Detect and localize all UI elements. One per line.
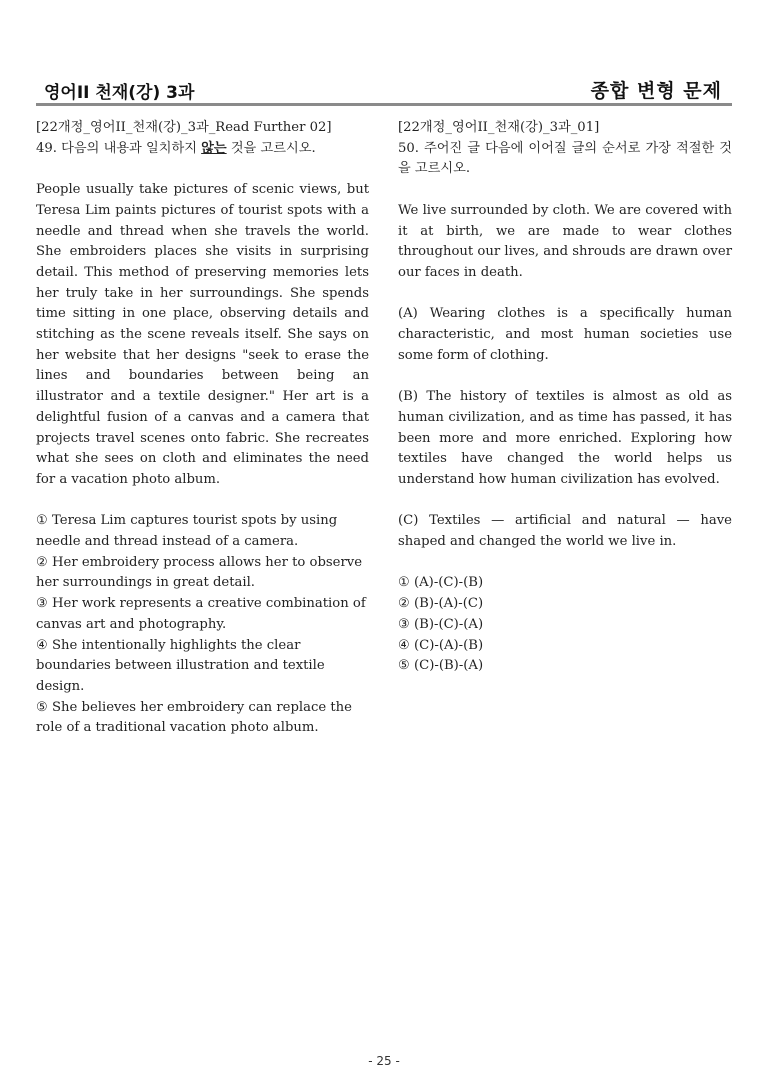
q49-passage: People usually take pictures of scenic views, but Teresa Lim paints pictures of tourist spots with a needle and thread when she travels the world. She embroiders places she visits in surprising detail. This method of preserving memories lets her truly take in her surroundings. She spends time sitting in one place, observing details and stitching as the scene reveals itself. She says on her website that her designs "seek to erase the lines and boundaries between being an illustrator and a textile designer." Her art is a delightful fusion of a canvas and a camera that projects travel scenes onto fabric. She recreates what she sees on cloth and eliminates the need for a vacation photo album.	[36, 182, 369, 487]
spacer	[398, 180, 732, 201]
q50-choice-1: ① (A)-(C)-(B)	[398, 575, 484, 591]
q50-paragraph-c: (C) Textiles — artificial and natural — have shaped and changed the world we live in.	[398, 513, 732, 549]
q49-choice-5: ⑤ She believes her embroidery can replace the role of a traditional vacation photo album.	[36, 699, 352, 736]
header-divider	[36, 103, 732, 106]
q49-question	[36, 139, 369, 160]
q49-question-negation: 않는	[201, 140, 227, 156]
spacer	[398, 366, 732, 387]
q50-paragraph-a: (A) Wearing clothes is a specifically human characteristic, and most human societies use some form of clothing.	[398, 306, 732, 363]
q49-choice-3: ③ Her work represents a creative combination of canvas art and photography.	[36, 596, 366, 632]
q50-choice-5: ⑤ (C)-(B)-(A)	[398, 658, 484, 674]
spacer	[36, 159, 369, 180]
q50-source: [22개정_영어II_천재(강)_3과_01]	[398, 120, 600, 135]
spacer	[398, 284, 732, 305]
q50-choice-4: ④ (C)-(A)-(B)	[398, 637, 484, 653]
header-section-title: 종합 변형 문제	[590, 80, 722, 102]
header-textbook-title: 영어II 천재(강) 3과	[44, 83, 195, 103]
spacer	[398, 491, 732, 512]
q50-question: 50. 주어진 글 다음에 이어질 글의 순서로 가장 적절한 것을 고르시오.	[398, 140, 732, 177]
question-49	[36, 118, 369, 739]
q49-source: [22개정_영어II_천재(강)_3과_Read Further 02]	[36, 120, 332, 135]
question-50	[398, 118, 732, 677]
page-header	[36, 74, 732, 104]
q50-choice-3: ③ (B)-(C)-(A)	[398, 616, 484, 632]
spacer	[36, 491, 369, 512]
q49-choice-4: ④ She intentionally highlights the clear boundaries between illustration and textile design.	[36, 637, 325, 694]
q50-paragraph-b: (B) The history of textiles is almost as old as human civilization, and as time has passed, it has been more and more enriched. Exploring how textiles have changed the world helps us understand how human civilization has evolved.	[398, 389, 732, 487]
q49-question-prefix: 49. 다음의 내용과 일치하지	[36, 140, 202, 156]
q49-choice-2: ② Her embroidery process allows her to observe her surroundings in great detail.	[36, 554, 363, 591]
page-number: - 25 -	[368, 1054, 400, 1068]
spacer	[398, 553, 732, 574]
q50-choice-2: ② (B)-(A)-(C)	[398, 596, 484, 612]
q50-intro: We live surrounded by cloth. We are covered with it at birth, we are made to wear clothes throughout our lives, and shrouds are drawn over our faces in death.	[398, 202, 732, 280]
q49-choice-1: ① Teresa Lim captures tourist spots by using needle and thread instead of a camera.	[36, 513, 338, 550]
q49-question-suffix: 것을 고르시오.	[226, 140, 316, 156]
